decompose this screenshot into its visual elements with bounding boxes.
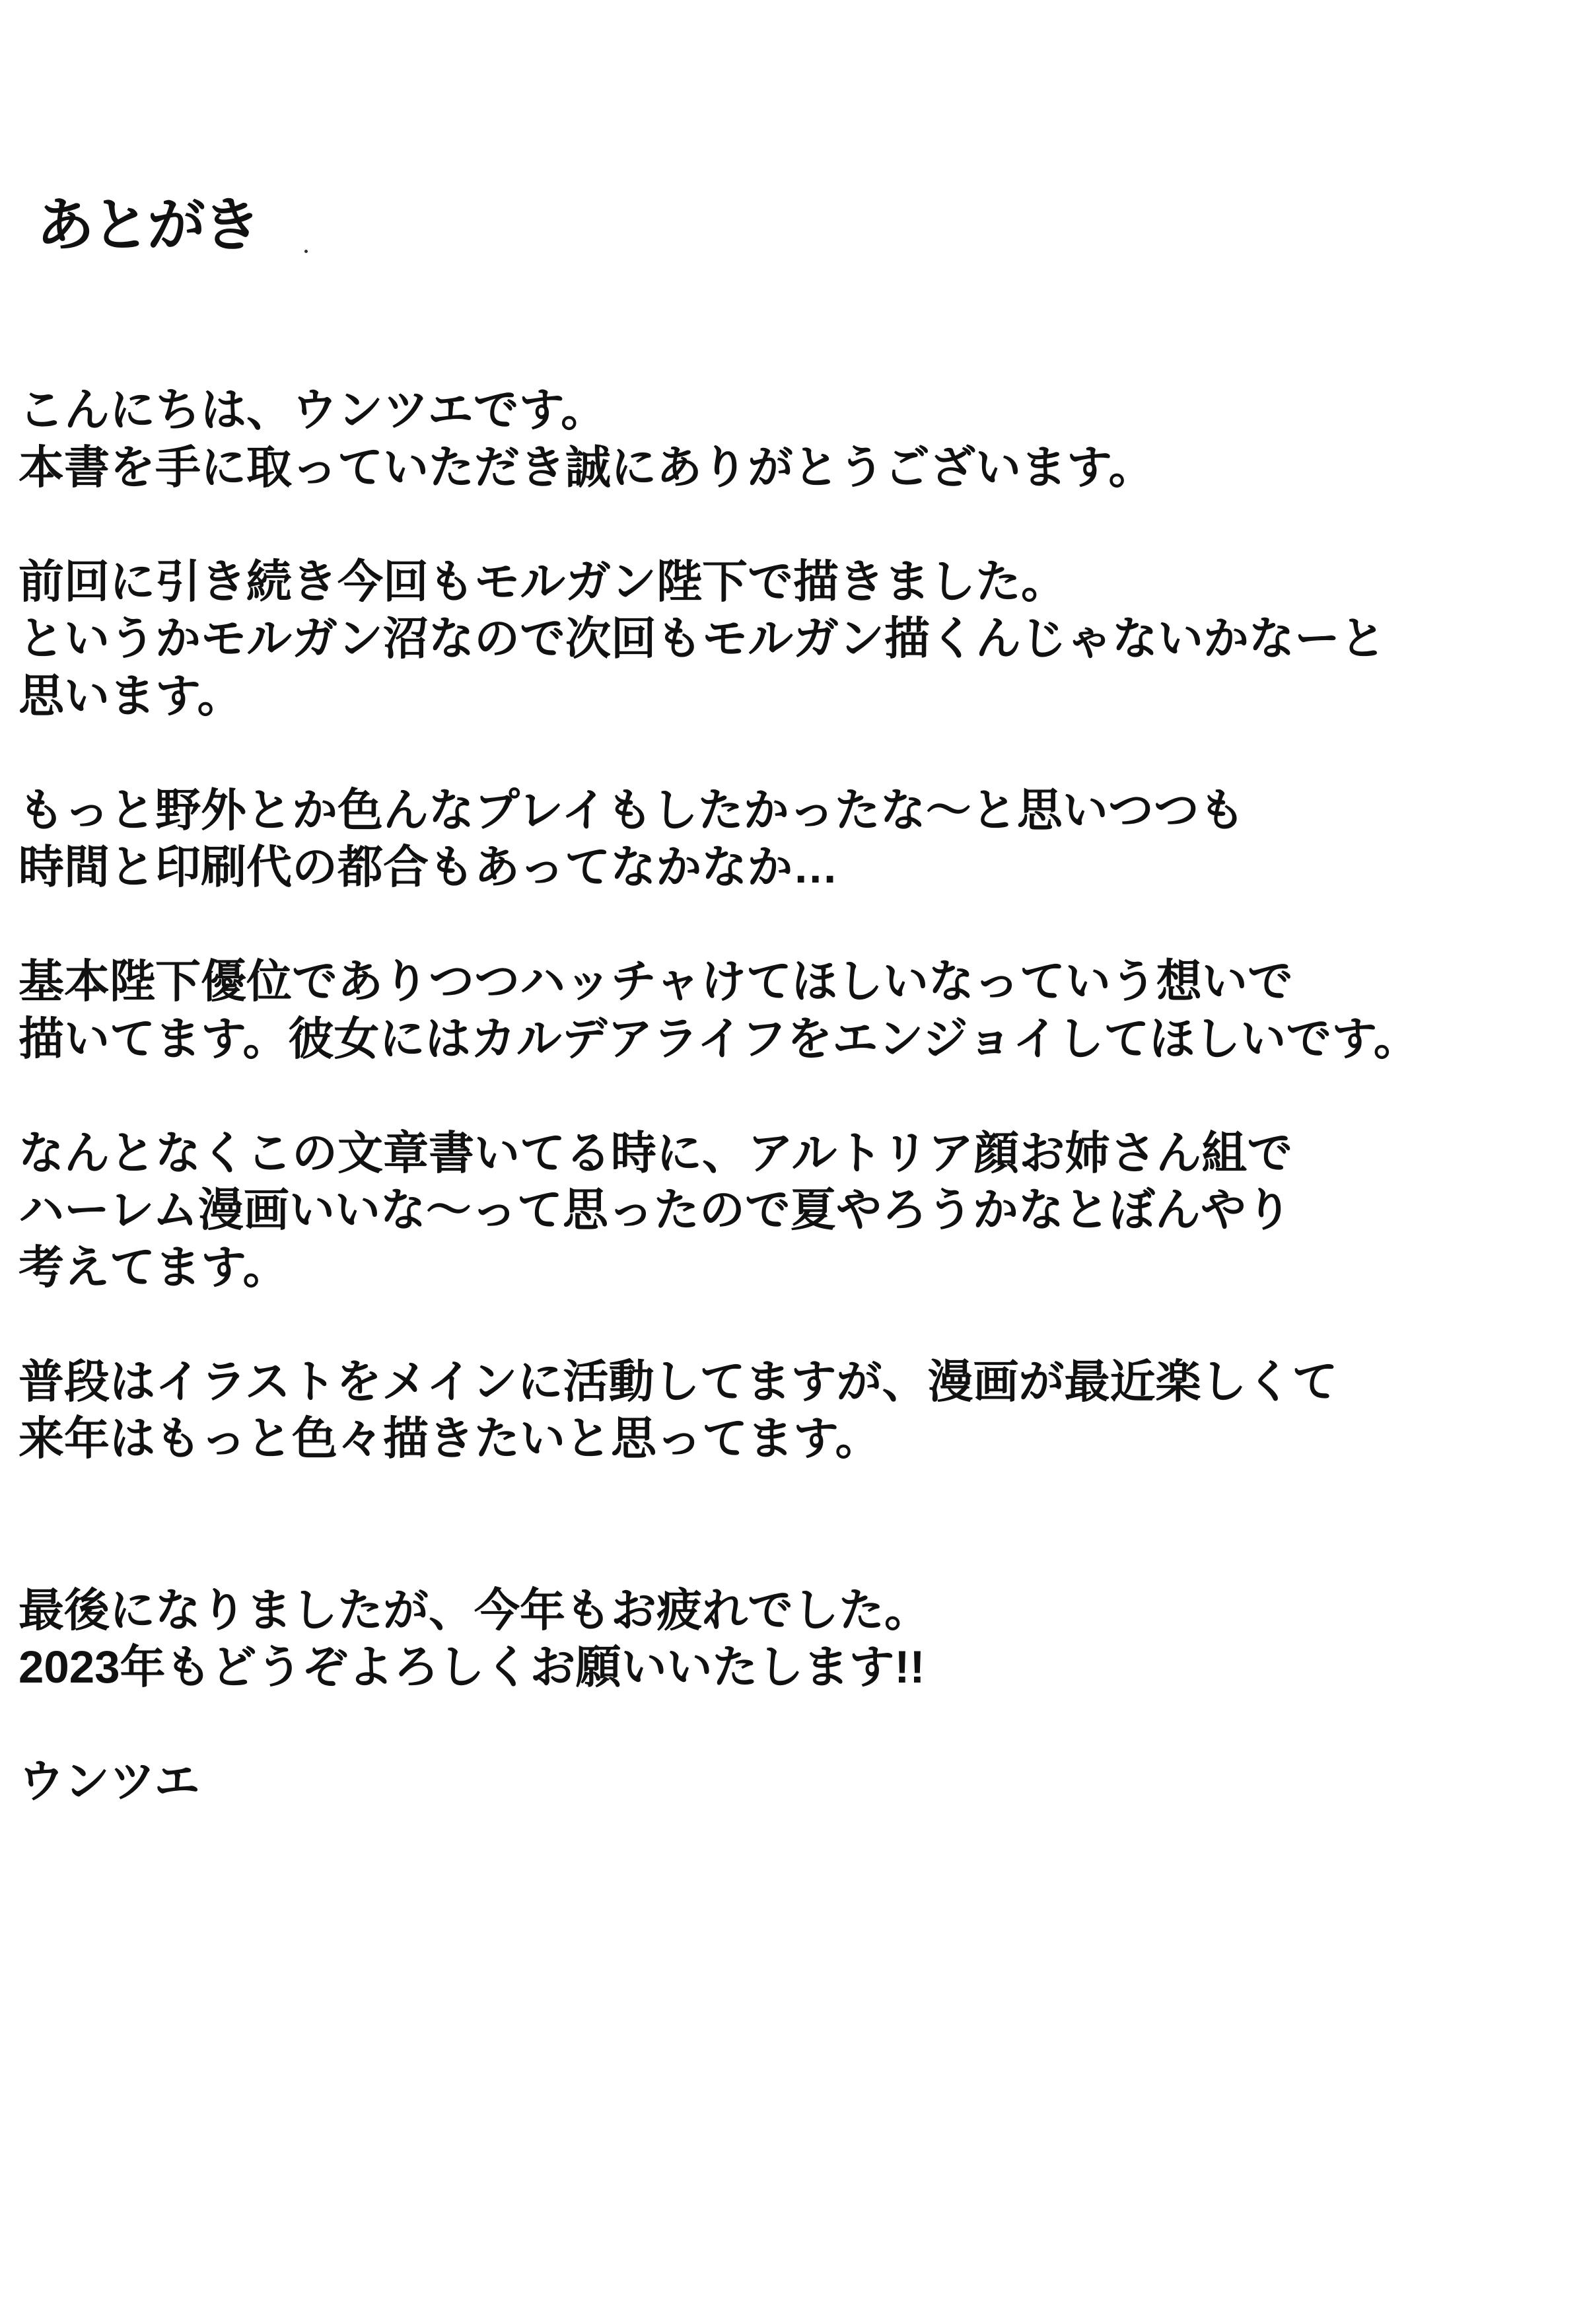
text-line: というかモルガン沼なので次回もモルガン描くんじゃないかなーと [18,613,1386,664]
blank-line [18,1696,1537,1754]
text-line: 普段はイラストをメインに活動してますが、漫画が最近楽しくて [18,1356,1338,1407]
blank-line [18,1525,1537,1582]
blank-line [18,1296,1537,1354]
text-line: 基本陛下優位でありつつハッチャけてほしいなっていう想いで [18,956,1293,1007]
blank-line [18,1068,1537,1125]
text-line: 来年はもっと色々描きたいと思ってます。 [18,1413,881,1464]
text-line: 前回に引き続き今回もモルガン陛下で描きました。 [18,556,1067,607]
signature: ウンツエ [18,1756,200,1807]
text-line: 描いてます。彼女にはカルデアライフをエンジョイしてほしいです。 [18,1013,1419,1064]
text-line: ハーレム漫画いいな～って思ったので夏やろうかなとぼんやり [18,1184,1292,1235]
blank-line [18,496,1537,554]
text-line: 考えてます。 [18,1241,289,1293]
text-line: こんにちは、ウンツエです。 [18,384,607,435]
scan-speck-artifact [304,250,308,253]
text-line: もっと野外とか色んなプレイもしたかったな～と思いつつも [18,784,1245,836]
text-line: 最後になりましたが、今年もお疲れでした。 [18,1584,930,1636]
page-title: あとがき [36,192,259,258]
blank-line [18,896,1537,954]
blank-line [18,725,1537,782]
text-line: 本書を手に取っていただき誠にありがとうございます。 [18,441,1154,493]
text-line: 2023年もどうぞよろしくお願いいたします!! [18,1642,925,1692]
text-line: なんとなくこの文章書いてる時に、アルトリア顔お姉さん組で [18,1127,1293,1179]
text-line: 思います。 [18,670,243,721]
afterword-body [18,382,1537,1811]
blank-line [18,1468,1537,1525]
text-line: 時間と印刷代の都合もあってなかなか… [18,842,839,892]
